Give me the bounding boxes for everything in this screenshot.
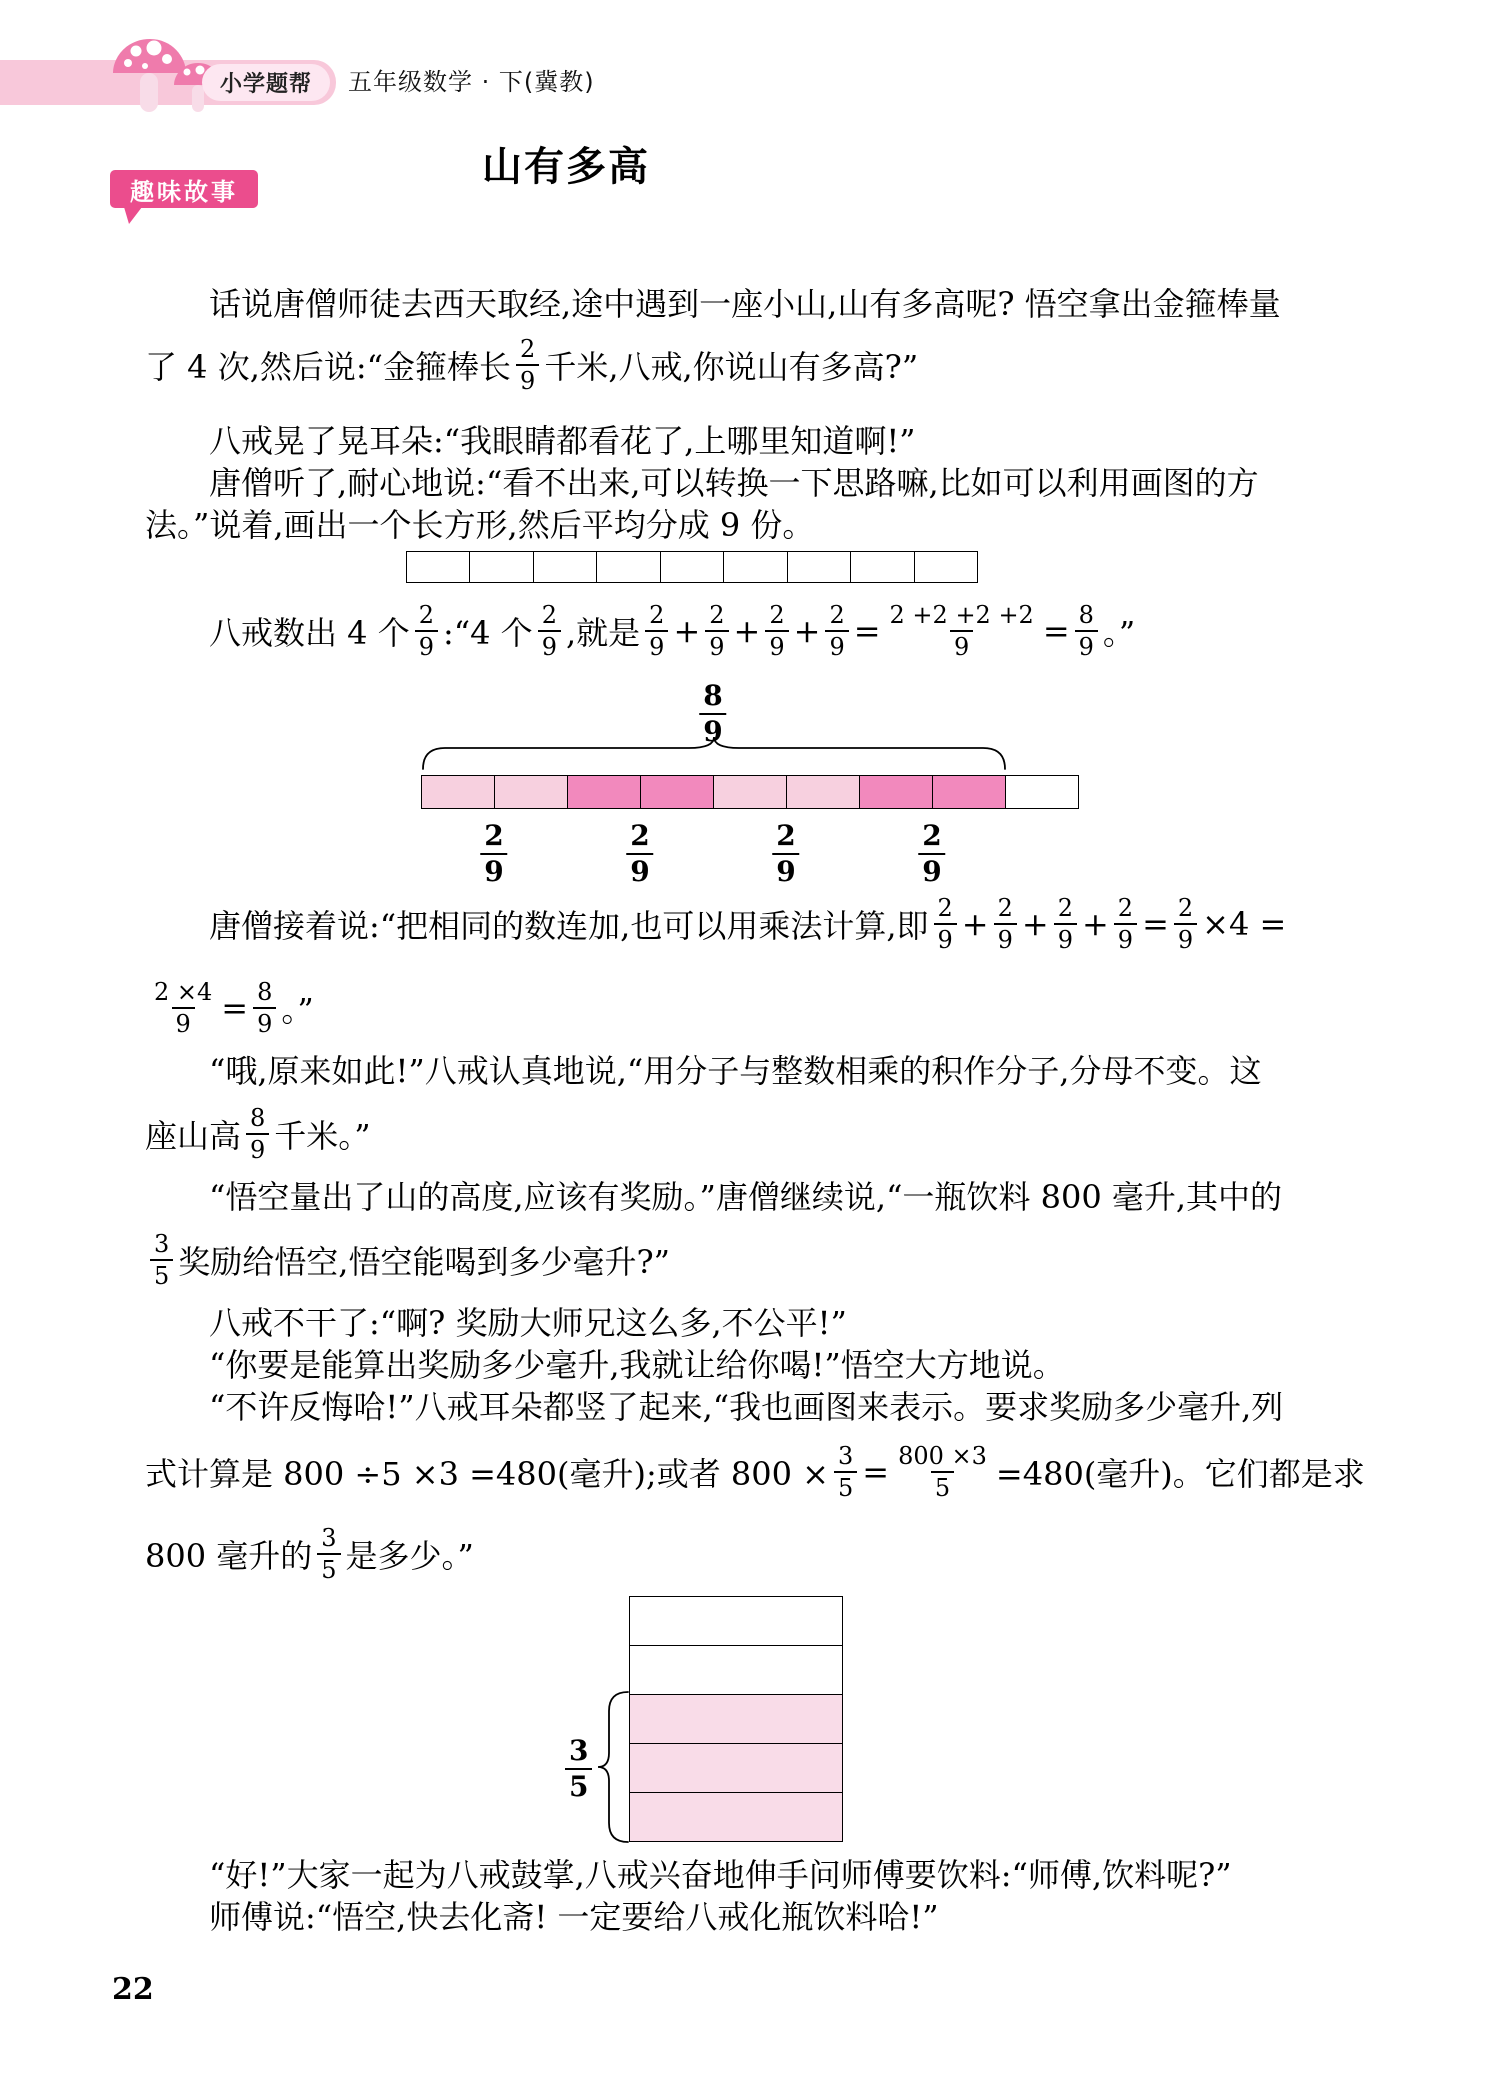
- text-run: 奖励给悟空,悟空能喝到多少毫升?”: [178, 1243, 670, 1281]
- story-line: [145, 884, 1415, 964]
- fraction: $\frac{2}{9}$: [918, 819, 945, 888]
- story-line: [145, 1094, 1415, 1174]
- fraction: $\frac{2}{9}$: [825, 600, 848, 662]
- fraction: $\frac{8}{9}$: [1075, 600, 1098, 662]
- fraction: $\frac{2}{9}$: [415, 600, 438, 662]
- course-label: 五年级数学 · 下(冀教): [348, 68, 595, 96]
- three-fifths-bottle-diagram: [145, 1596, 1415, 1842]
- text-run: +: [673, 612, 701, 650]
- diagram-cell: [567, 776, 640, 808]
- diagram-cell: [640, 776, 713, 808]
- text-run: 师傅说:“悟空,快去化斋! 一定要给八戒化瓶饮料哈!”: [209, 1898, 939, 1936]
- fraction: $\frac{3}{5}$: [150, 1229, 173, 1291]
- five-row-rectangle: [629, 1596, 843, 1842]
- text-run: +: [1021, 905, 1049, 943]
- text-run: “好!”大家一起为八戒鼓掌,八戒兴奋地伸手问师傅要饮料:“师傅,饮料呢?”: [209, 1856, 1232, 1894]
- text-run: “你要是能算出奖励多少毫升,我就让给你喝!”悟空大方地说。: [209, 1346, 1065, 1384]
- story-line: [145, 1854, 1415, 1896]
- story-line: [145, 283, 1415, 325]
- brand-label: 小学题帮: [219, 72, 312, 97]
- diagram-cell: [596, 552, 659, 582]
- diagram-cell: [494, 776, 567, 808]
- fraction-two-ninths-label: [918, 819, 945, 888]
- fraction: $\frac{3}{5}$: [317, 1523, 340, 1585]
- story-line: [145, 420, 1415, 462]
- diagram-cell: [850, 552, 913, 582]
- story-line: [145, 1176, 1415, 1218]
- text-run: 千米。”: [274, 1117, 371, 1155]
- fraction: $\frac{2}{9}$: [1174, 893, 1197, 955]
- fraction: $\frac{800 \times 3}{5}$: [898, 1442, 987, 1502]
- diagram-cell: [407, 552, 469, 582]
- text-run: =: [862, 1453, 890, 1491]
- text-run: +: [961, 905, 989, 943]
- vertical-brace: [596, 1690, 630, 1844]
- text-run: 是多少。”: [345, 1537, 474, 1575]
- story-line: [145, 1050, 1415, 1092]
- diagram-cell: [422, 776, 494, 808]
- fraction: $\frac{2}{9}$: [626, 819, 653, 888]
- text-run: 八戒晃了晃耳朵:“我眼睛都看花了,上哪里知道啊!”: [209, 422, 916, 460]
- diagram-cell: [723, 552, 786, 582]
- fraction: $\frac{2}{9}$: [934, 893, 957, 955]
- fraction: $\frac{2}{9}$: [772, 819, 799, 888]
- page-number: 22: [112, 1972, 154, 2007]
- story-line: [145, 1386, 1415, 1428]
- fraction: $\frac{2}{9}$: [705, 600, 728, 662]
- diagram-cell: [713, 776, 786, 808]
- diagram-cell: [630, 1645, 842, 1694]
- story-line: [145, 1302, 1415, 1344]
- story-line: [145, 462, 1415, 504]
- story-line: [145, 1344, 1415, 1386]
- text-run: 八戒不干了:“啊? 奖励大师兄这么多,不公平!”: [209, 1304, 847, 1342]
- text-run: =: [1042, 612, 1070, 650]
- text-run: 八戒数出 4 个: [209, 614, 410, 652]
- text-run: 座山高: [145, 1117, 242, 1155]
- fraction-three-fifths-label: [565, 1734, 592, 1803]
- text-run: ,就是: [565, 614, 641, 652]
- story-line: [145, 504, 1415, 546]
- diagram-cell: [660, 552, 723, 582]
- fraction: $\frac{8}{9}$: [253, 977, 276, 1039]
- page-title: 山有多高: [482, 143, 650, 190]
- text-run: =480(毫升)。它们都是求: [995, 1455, 1365, 1493]
- diagram-cell: [630, 1792, 842, 1841]
- diagram-cell: [469, 552, 532, 582]
- diagram-cell: [630, 1743, 842, 1792]
- fraction: $\frac{2}{9}$: [1114, 893, 1137, 955]
- text-run: +: [733, 612, 761, 650]
- fraction: $\frac{2}{9}$: [480, 819, 507, 888]
- text-run: +: [1081, 905, 1109, 943]
- fraction: $\frac{2}{9}$: [994, 893, 1017, 955]
- story-line: [145, 1514, 1415, 1594]
- fraction-two-ninths-label: [772, 819, 799, 888]
- diagram-cell: [859, 776, 932, 808]
- story-line: [145, 968, 1415, 1048]
- diagram-cell: [914, 552, 977, 582]
- diagram-cell: [630, 1597, 842, 1645]
- diagram-cell: [787, 552, 850, 582]
- text-run: 800 毫升的: [145, 1537, 313, 1575]
- fraction: $\frac{2 +2 +2 +2}{9}$: [889, 601, 1034, 661]
- text-run: “悟空量出了山的高度,应该有奖励。”唐僧继续说,“一瓶饮料 800 毫升,其中的: [209, 1178, 1283, 1216]
- text-run: =: [853, 612, 881, 650]
- text-run: =: [1142, 905, 1169, 943]
- text-run: =: [221, 989, 249, 1027]
- story-line: [145, 1220, 1415, 1300]
- fraction: $\frac{2}{9}$: [1054, 893, 1077, 955]
- story-line: [145, 1896, 1415, 1938]
- fraction-two-ninths-label: [480, 819, 507, 888]
- text-run: “哦,原来如此!”八戒认真地说,“用分子与整数相乘的积作分子,分母不变。这: [209, 1052, 1262, 1090]
- rectangle-nine-parts-diagram: [406, 551, 978, 583]
- diagram-cell: [533, 552, 596, 582]
- fraction: $\frac{2}{9}$: [516, 334, 539, 396]
- text-run: 。”: [281, 991, 314, 1029]
- story-line: [145, 1432, 1415, 1512]
- fraction: $\frac{3}{5}$: [834, 1441, 857, 1503]
- text-run: 唐僧听了,耐心地说:“看不出来,可以转换一下思路嘛,比如可以利用画图的方: [209, 464, 1259, 502]
- diagram-cell: [1005, 776, 1078, 808]
- diagram-cell: [932, 776, 1005, 808]
- fraction: $\frac{2 \times 4}{9}$: [154, 978, 213, 1038]
- fraction-two-ninths-label: [626, 819, 653, 888]
- text-run: 法。”说着,画出一个长方形,然后平均分成 9 份。: [145, 506, 815, 544]
- fraction: $\frac{3}{5}$: [565, 1734, 592, 1803]
- text-run: “不许反悔哈!”八戒耳朵都竖了起来,“我也画图来表示。要求奖励多少毫升,列: [209, 1388, 1284, 1426]
- text-run: 了 4 次,然后说:“金箍棒长: [145, 348, 512, 386]
- text-run: 。”: [1102, 614, 1136, 652]
- diagram-cell: [630, 1694, 842, 1743]
- text-run: 千米,八戒,你说山有多高?”: [544, 348, 919, 386]
- diagram-cell: [786, 776, 859, 808]
- text-run: 式计算是 800 ÷5 ×3 =480(毫升);或者 800 ×: [145, 1455, 829, 1493]
- story-line: [145, 591, 1415, 671]
- fraction: $\frac{8}{9}$: [246, 1103, 269, 1165]
- colored-bar: [421, 775, 1079, 809]
- fraction: $\frac{2}{9}$: [645, 600, 668, 662]
- horizontal-brace: [421, 735, 1007, 771]
- text-run: :“4 个: [443, 614, 533, 652]
- text-run: 话说唐僧师徒去西天取经,途中遇到一座小山,山有多高呢? 悟空拿出金箍棒量: [209, 285, 1281, 323]
- fraction: $\frac{2}{9}$: [538, 600, 561, 662]
- story-line: [145, 325, 1415, 405]
- text-run: 唐僧接着说:“把相同的数连加,也可以用乘法计算,即: [209, 907, 929, 945]
- text-run: +: [793, 612, 821, 650]
- eight-ninths-bar-diagram: [421, 673, 1079, 888]
- fraction: $\frac{2}{9}$: [765, 600, 788, 662]
- story-body: [145, 0, 1415, 1938]
- text-run: ×4 =: [1202, 905, 1287, 943]
- fraction: $\frac{8}{9}$: [699, 679, 726, 748]
- fun-story-badge-label: 趣味故事: [130, 177, 238, 206]
